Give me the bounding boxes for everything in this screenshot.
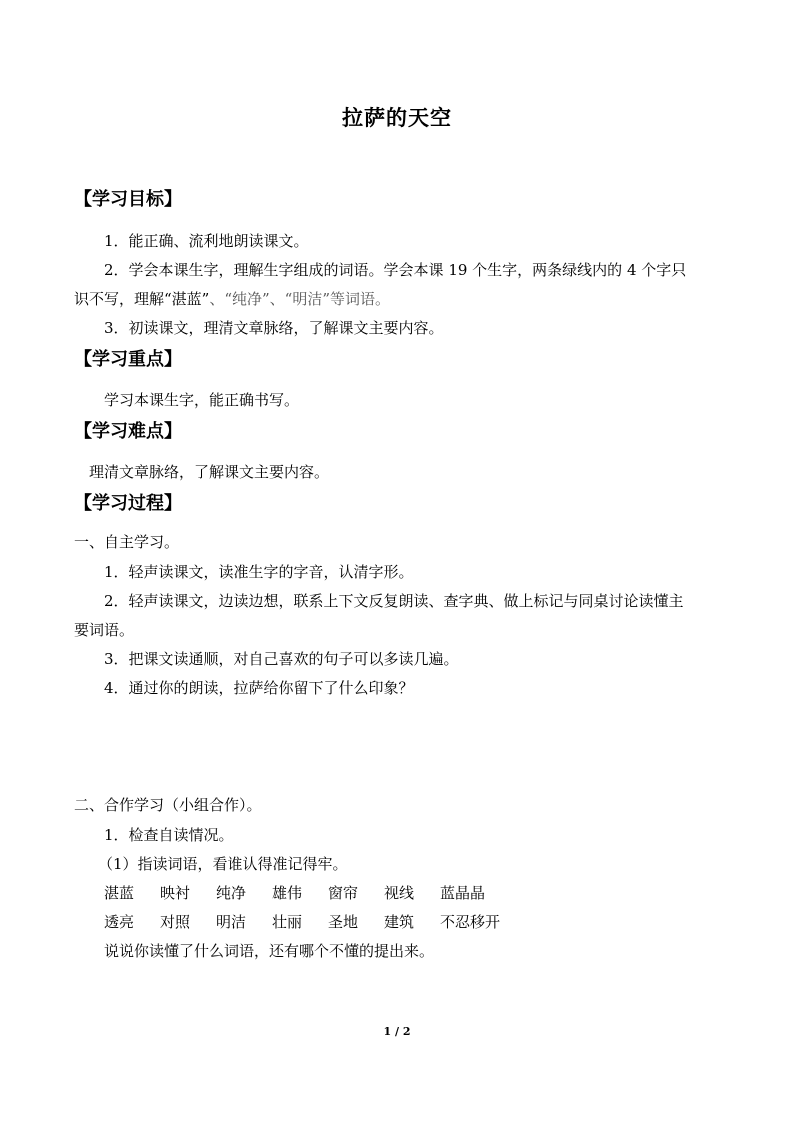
goal-item-2-line-1: 2．学会本课生字，理解生字组成的词语。学会本课 19 个生字，两条绿线内的 4 个字只: [104, 261, 687, 279]
heading-learning-difficulty: 【学习难点】: [74, 421, 182, 442]
goal-item-2-text-pre: 识不写，理解“湛蓝”: [74, 290, 210, 308]
difficulty-text: 理清文章脉络，了解课文主要内容。: [89, 463, 330, 481]
vocab-word: 窗帘: [328, 884, 359, 902]
vocab-word: 建筑: [384, 913, 415, 931]
goal-item-2-text-gray: 、“纯净”、“明洁”: [209, 290, 331, 308]
closing-text: 说说你读懂了什么词语，还有哪个不懂的提出来。: [104, 942, 435, 960]
vocab-row-1: [104, 882, 485, 904]
vocab-word: 壮丽: [272, 913, 303, 931]
goal-item-2-text-post: 等词语。: [330, 290, 391, 308]
vocab-word: 对照: [160, 913, 191, 931]
part2-item-1: 1．检查自读情况。: [104, 826, 234, 844]
vocab-row-2: [104, 911, 500, 933]
goal-item-3: 3．初读课文，理清文章脉络，了解课文主要内容。: [104, 319, 444, 337]
vocab-word: 湛蓝: [104, 884, 135, 902]
part2-sub-1: （1）指读词语，看谁认得准记得牢。: [98, 855, 348, 873]
vocab-word: 纯净: [216, 884, 247, 902]
page-title: 拉萨的天空: [342, 105, 452, 130]
vocab-word: 蓝晶晶: [440, 884, 486, 902]
goal-item-1: 1．能正确、流利地朗读课文。: [104, 232, 309, 250]
vocab-word: 雄伟: [272, 884, 303, 902]
part1-title: 一、自主学习。: [74, 533, 180, 551]
heading-learning-goals: 【学习目标】: [74, 189, 182, 210]
part1-item-2-line-1: 2．轻声读课文，边读边想，联系上下文反复朗读、查字典、做上标记与同桌讨论读懂主: [104, 592, 684, 610]
part1-item-1: 1．轻声读课文，读准生字的字音，认清字形。: [104, 563, 414, 581]
vocab-word: 视线: [384, 884, 415, 902]
vocab-word: 圣地: [328, 913, 359, 931]
vocab-word: 明洁: [216, 913, 247, 931]
heading-learning-focus: 【学习重点】: [74, 349, 182, 370]
focus-text: 学习本课生字，能正确书写。: [104, 391, 300, 409]
vocab-word: 透亮: [104, 913, 135, 931]
part1-item-2-line-2: 要词语。: [74, 621, 135, 639]
goal-item-2-line-2: [74, 288, 390, 310]
part1-item-3: 3．把课文读通顺，对自己喜欢的句子可以多读几遍。: [104, 650, 459, 668]
vocab-word: 映衬: [160, 884, 191, 902]
vocab-word: 不忍移开: [440, 913, 501, 931]
heading-learning-process: 【学习过程】: [74, 493, 182, 514]
page-number: 1 / 2: [383, 1025, 411, 1038]
part2-title: 二、合作学习（小组合作）。: [74, 796, 262, 814]
part1-item-4: 4．通过你的朗读，拉萨给你留下了什么印象？: [104, 679, 414, 697]
